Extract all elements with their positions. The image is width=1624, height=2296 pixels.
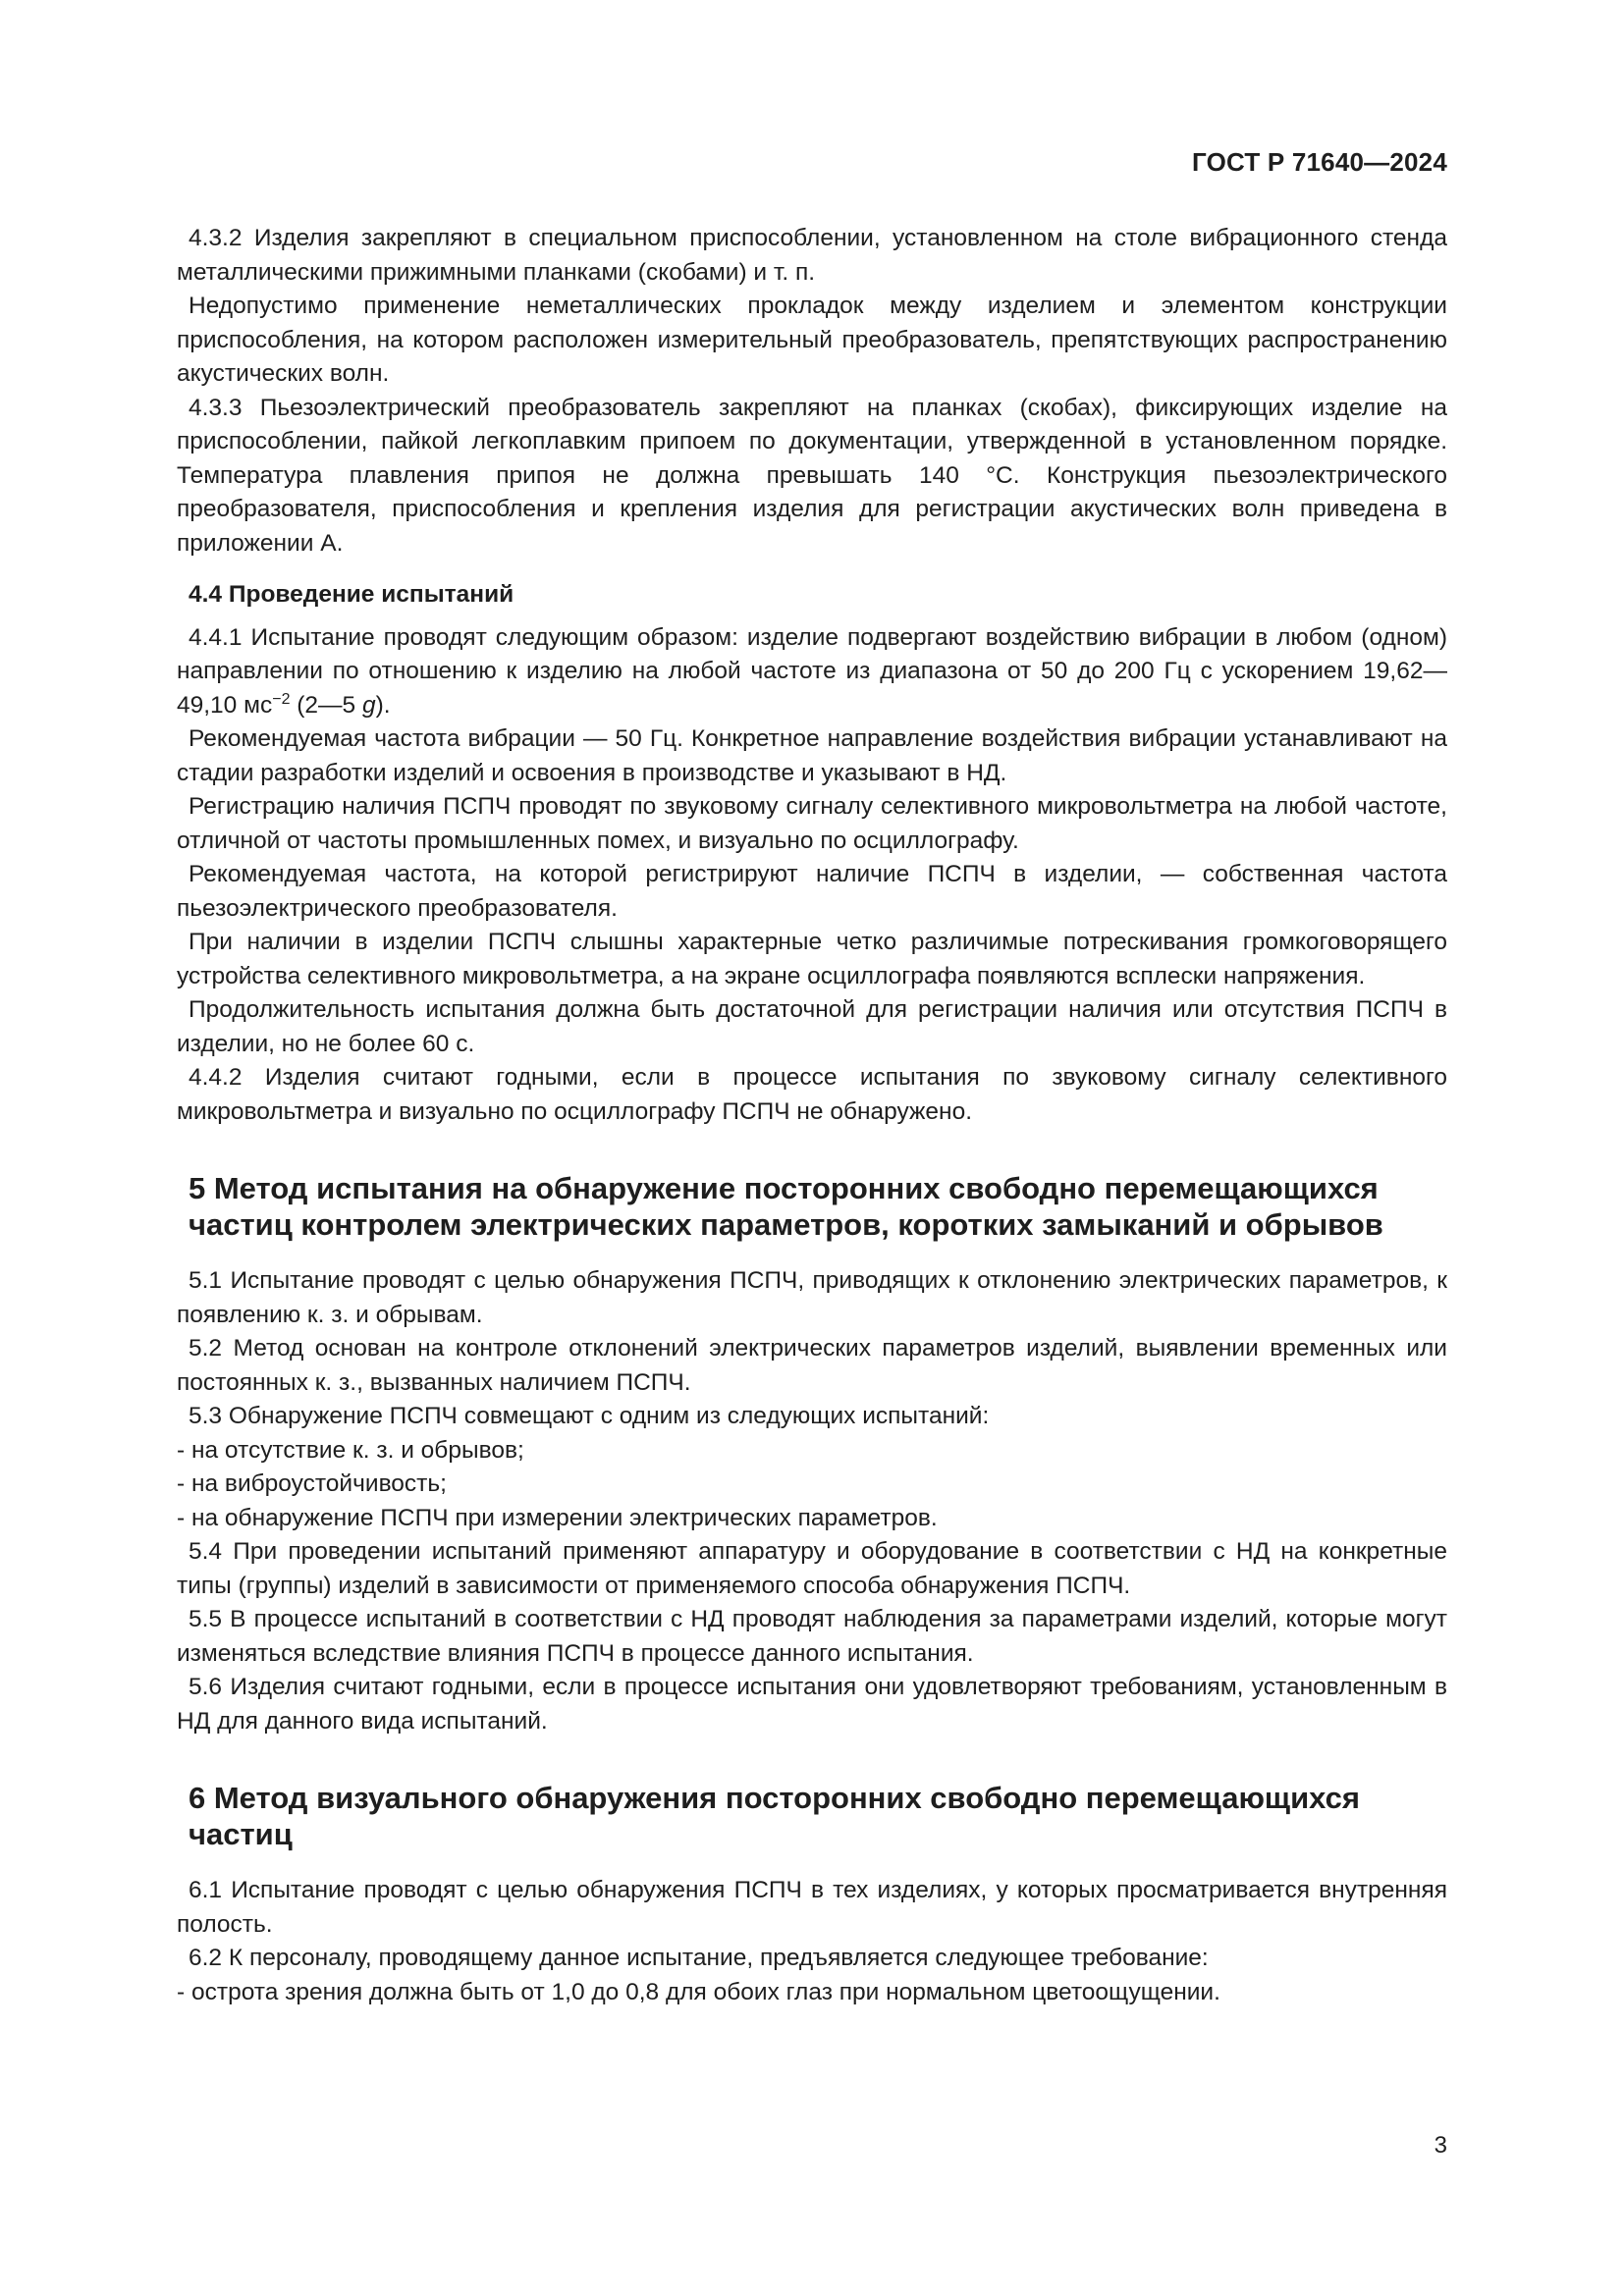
paragraph: Рекомендуемая частота, на которой регистрируют наличие ПСПЧ в изделии, — собственная частота пьезоэлектрического преобразователя.: [177, 861, 1447, 922]
paragraph: 6.1 Испытание проводят с целью обнаружения ПСПЧ в тех изделиях, у которых просматривается внутренняя полость.: [177, 1877, 1447, 1938]
paragraph: 5.4 При проведении испытаний применяют аппаратуру и оборудование в соответствии с НД на конкретные типы (группы) изделий в зависимости от применяемого способа обнаружения ПСПЧ.: [177, 1538, 1447, 1599]
paragraph: При наличии в изделии ПСПЧ слышны характерные четко различимые потрескивания громкоговорящего устройства селективного микровольтметра, а на экране осциллографа появляются всплески напряжения.: [177, 929, 1447, 989]
paragraph-text: (2—5: [290, 691, 362, 719]
paragraph: 4.4.2 Изделия считают годными, если в процессе испытания по звуковому сигналу селективного микровольтметра и визуально по осциллографу ПСПЧ не обнаружено.: [177, 1064, 1447, 1125]
section-heading-5: 5 Метод испытания на обнаружение посторонних свободно перемещающихся частиц контролем электрических параметров, коротких замыканий и обрывов: [189, 1171, 1383, 1242]
list-item: - на обнаружение ПСПЧ при измерении электрических параметров.: [177, 1504, 938, 1531]
gravity-symbol: g: [362, 691, 376, 719]
paragraph-text: 4.4.1 Испытание проводят следующим образом: изделие подвергают воздействию вибрации в любом (одном) направлении по отношению к изделию на любой частоте из диапазона от 50 до 200 Гц с ускорением 19,62—49,10 мс: [177, 623, 1447, 719]
paragraph: Недопустимо применение неметаллических прокладок между изделием и элементом конструкции приспособления, на котором расположен измерительный преобразователь, препятствующих распространению акустических волн.: [177, 293, 1447, 387]
paragraph: 5.6 Изделия считают годными, если в процессе испытания они удовлетворяют требованиям, установленным в НД для данного вида испытаний.: [177, 1674, 1447, 1735]
paragraph: 5.3 Обнаружение ПСПЧ совмещают с одним из следующих испытаний:: [189, 1403, 990, 1429]
paragraph: 6.2 К персоналу, проводящему данное испытание, предъявляется следующее требование:: [189, 1945, 1209, 1971]
list-item: - на виброустойчивость;: [177, 1470, 447, 1497]
list-item: - острота зрения должна быть от 1,0 до 0,8 для обоих глаз при нормальном цветоощущении.: [177, 1978, 1220, 2005]
paragraph: 5.2 Метод основан на контроле отклонений электрических параметров изделий, выявлении временных или постоянных к. з., вызванных наличием ПСПЧ.: [177, 1335, 1447, 1396]
document-body: [177, 222, 1447, 2009]
paragraph-text: ).: [375, 691, 391, 719]
paragraph: Рекомендуемая частота вибрации — 50 Гц. Конкретное направление воздействия вибрации устанавливают на стадии разработки изделий и освоения в производстве и указывают в НД.: [177, 725, 1447, 786]
paragraph: Продолжительность испытания должна быть достаточной для регистрации наличия или отсутствия ПСПЧ в изделии, но не более 60 с.: [177, 996, 1447, 1057]
list-item: - на отсутствие к. з. и обрывов;: [177, 1436, 524, 1464]
paragraph: 5.5 В процессе испытаний в соответствии с НД проводят наблюдения за параметрами изделий, которые могут изменяться вследствие влияния ПСПЧ в процессе данного испытания.: [177, 1606, 1447, 1667]
paragraph: 4.3.2 Изделия закрепляют в специальном приспособлении, установленном на столе вибрационного стенда металлическими прижимными планками (скобами) и т. п.: [177, 225, 1447, 286]
paragraph: 5.1 Испытание проводят с целью обнаружения ПСПЧ, приводящих к отклонению электрических параметров, к появлению к. з. и обрывам.: [177, 1267, 1447, 1328]
document-code: ГОСТ Р 71640—2024: [1192, 147, 1447, 177]
paragraph: Регистрацию наличия ПСПЧ проводят по звуковому сигналу селективного микровольтметра на любой частоте, отличной от частоты промышленных помех, и визуально по осциллографу.: [177, 793, 1447, 854]
exponent: −2: [272, 690, 291, 708]
paragraph: [177, 621, 1447, 723]
page-number: 3: [1434, 2132, 1447, 2159]
section-heading-6: 6 Метод визуального обнаружения посторонних свободно перемещающихся частиц: [189, 1781, 1360, 1851]
paragraph: 4.3.3 Пьезоэлектрический преобразователь закрепляют на планках (скобах), фиксирующих изделие на приспособлении, пайкой легкоплавким припоем по документации, утвержденной в установленном порядке. Температура плавления припоя не должна превышать 140 °С. Конструкция пьезоэлектрического преобразователя, приспособления и крепления изделия для регистрации акустических волн приведена в приложении А.: [177, 394, 1447, 557]
subsection-heading: 4.4 Проведение испытаний: [189, 581, 514, 608]
